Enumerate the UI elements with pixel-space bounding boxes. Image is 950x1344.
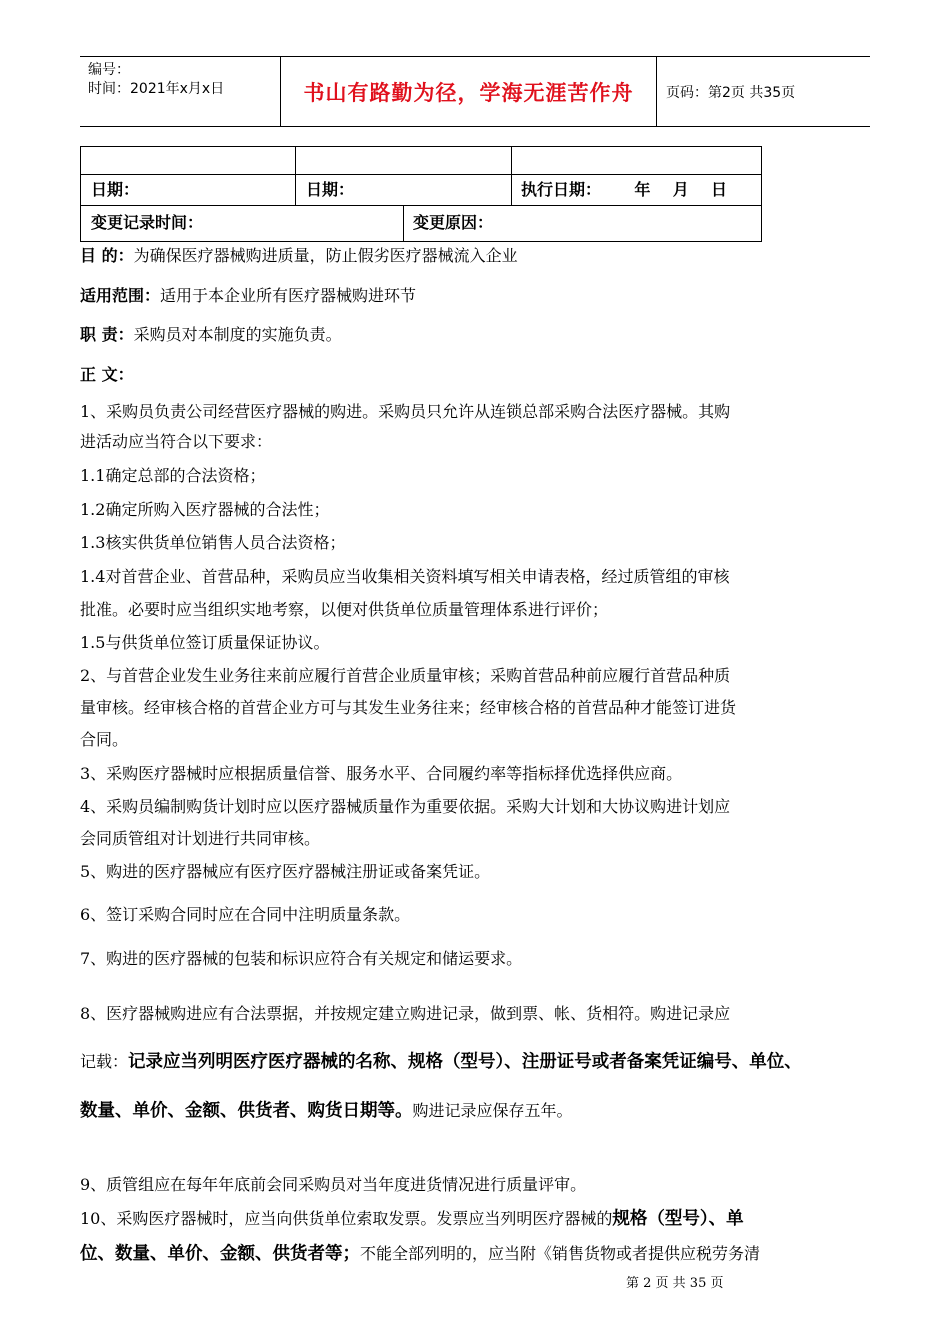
duty-text: 采购员对本制度的实施负责。 xyxy=(133,325,342,344)
paragraph-line xyxy=(80,1209,880,1229)
paragraph-line: 1、采购员负责公司经营医疗器械的购进。采购员只允许从连锁总部采购合法医疗器械。其购 xyxy=(80,402,731,421)
document-number: 编号： xyxy=(88,62,130,78)
table-rule xyxy=(511,147,512,205)
paragraph-line: 6、签订采购合同时应在合同中注明质量条款。 xyxy=(80,905,411,924)
text-run: 购进记录应保存五年。 xyxy=(412,1101,573,1120)
document-time: 时间：2021年x月x日 xyxy=(88,81,225,97)
paragraph-line: 量审核。经审核合格的首营企业方可与其发生业务往来；经审核合格的首营品种才能签订进货 xyxy=(80,698,737,717)
paragraph-line: 9、质管组应在每年年底前会同采购员对当年度进货情况进行质量评审。 xyxy=(80,1175,587,1194)
text-run: 记载： xyxy=(80,1052,129,1071)
text-run-bold: 位、数量、单价、金额、供货者等； xyxy=(80,1244,360,1264)
page-header xyxy=(80,56,870,127)
text-run: 10、采购医疗器械时，应当向供货单位索取发票。发票应当列明医疗器械的 xyxy=(80,1209,613,1228)
duty-line xyxy=(80,325,880,345)
paragraph-line: 1.2确定所购入医疗器械的合法性； xyxy=(80,500,330,519)
paragraph-line: 1.3核实供货单位销售人员合法资格； xyxy=(80,533,346,552)
text-run-bold: 规格（型号）、单 xyxy=(612,1209,744,1229)
purpose-text: 为确保医疗器械购进质量，防止假劣医疗器械流入企业 xyxy=(133,246,518,265)
paragraph-line: 进活动应当符合以下要求： xyxy=(80,432,273,451)
paragraph-line: 2、与首营企业发生业务往来前应履行首营企业质量审核；采购首营品种前应履行首营品种质 xyxy=(80,666,731,685)
cell-change-time: 变更记录时间： xyxy=(91,213,204,232)
header-page-info: 页码：第2页 共35页 xyxy=(666,84,796,101)
paragraph-line xyxy=(80,1052,880,1072)
cell-date-1: 日期： xyxy=(91,180,140,199)
header-meta xyxy=(88,61,224,99)
table-rule xyxy=(81,205,761,206)
scope-text: 适用于本企业所有医疗器械购进环节 xyxy=(160,286,417,305)
paragraph-line: 3、采购医疗器械时应根据质量信誉、服务水平、合同履约率等指标择优选择供应商。 xyxy=(80,764,683,783)
header-motto: 书山有路勤为径，学海无涯苦作舟 xyxy=(303,80,634,105)
paragraph-line: 1.4对首营企业、首营品种，采购员应当收集相关资料填写相关申请表格，经过质管组的审核 xyxy=(80,567,730,586)
paragraph-line: 批准。必要时应当组织实地考察，以便对供货单位质量管理体系进行评价； xyxy=(80,600,609,619)
page-footer: 第 2 页 共 35 页 xyxy=(626,1276,724,1291)
table-rule xyxy=(81,174,761,175)
approval-table xyxy=(80,146,762,242)
paragraph-line: 8、医疗器械购进应有合法票据，并按规定建立购进记录，做到票、帐、货相符。购进记录应 xyxy=(80,1004,731,1023)
body-label: 正 文： xyxy=(80,365,134,384)
text-run-bold: 数量、单价、金额、供货者、购货日期等。 xyxy=(80,1101,413,1121)
paragraph-line: 会同质管组对计划进行共同审核。 xyxy=(80,829,321,848)
paragraph-line: 1.5与供货单位签订质量保证协议。 xyxy=(80,633,330,652)
purpose-label: 目 的： xyxy=(80,246,134,265)
cell-change-reason: 变更原因： xyxy=(413,213,494,232)
table-rule xyxy=(403,205,404,241)
text-run-bold: 记录应当列明医疗医疗器械的名称、规格（型号）、注册证号或者备案凭证编号、单位、 xyxy=(128,1052,802,1072)
paragraph-line: 合同。 xyxy=(80,730,129,749)
duty-label: 职 责： xyxy=(80,325,134,344)
scope-label: 适用范围： xyxy=(80,286,161,305)
purpose-line xyxy=(80,246,880,266)
cell-date-2: 日期： xyxy=(306,180,355,199)
paragraph-line xyxy=(80,1244,880,1264)
paragraph-line: 4、采购员编制购货计划时应以医疗器械质量作为重要依据。采购大计划和大协议购进计划应 xyxy=(80,797,731,816)
table-rule xyxy=(295,147,296,205)
paragraph-line: 5、购进的医疗器械应有医疗医疗器械注册证或备案凭证。 xyxy=(80,862,491,881)
header-divider xyxy=(656,57,657,126)
text-run: 不能全部列明的，应当附《销售货物或者提供应税劳务清 xyxy=(360,1244,761,1263)
paragraph-line xyxy=(80,1101,880,1121)
scope-line xyxy=(80,286,880,306)
paragraph-line: 7、购进的医疗器械的包装和标识应符合有关规定和储运要求。 xyxy=(80,949,523,968)
cell-exec-date: 执行日期： 年 月 日 xyxy=(521,180,727,199)
paragraph-line: 1.1确定总部的合法资格； xyxy=(80,466,266,485)
